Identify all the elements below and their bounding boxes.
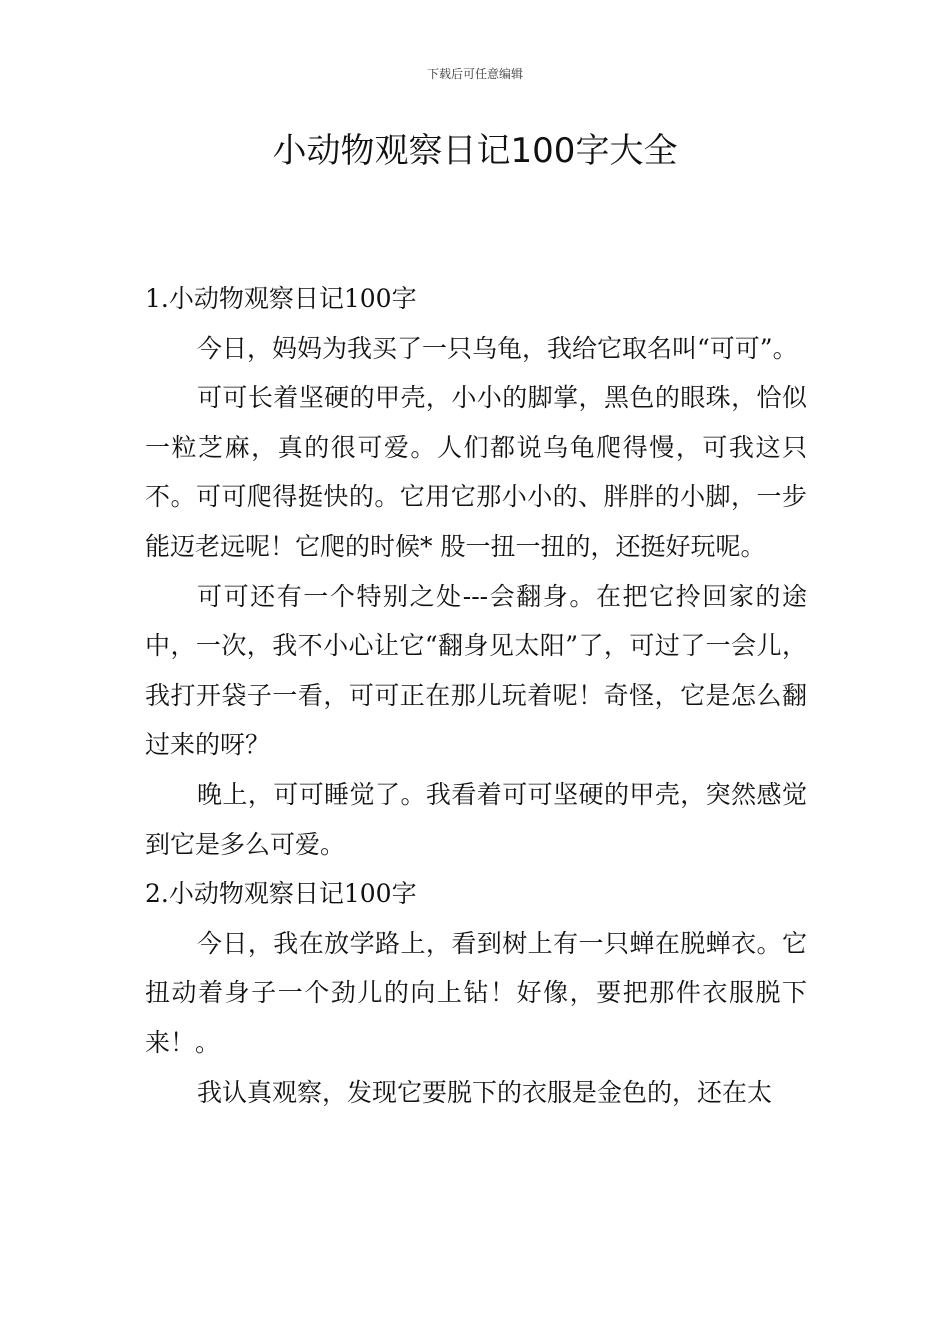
paragraph: 今日，我在放学路上，看到树上有一只蝉在脱蝉衣。它扭动着身子一个劲儿的向上钻！好像，要把那件衣服脱下来！。 [145, 928, 807, 1057]
paragraph: 可可长着坚硬的甲壳，小小的脚掌，黑色的眼珠，恰似一粒芝麻，真的很可爱。人们都说乌龟爬得慢，可我这只不。可可爬得挺快的。它用它那小小的、胖胖的小脚，一步能迈老远呢！它爬的时候* 股一扭一扭的，还挺好玩呢。 [145, 383, 807, 561]
document-body [145, 274, 807, 1117]
document-title: 小动物观察日记100字大全 [272, 131, 678, 171]
paragraph: 可可还有一个特别之处---会翻身。在把它拎回家的途中，一次，我不小心让它“翻身见太阳”了，可过了一会儿，我打开袋子一看，可可正在那儿玩着呢！奇怪，它是怎么翻过来的呀？ [145, 581, 807, 760]
paragraph: 我认真观察，发现它要脱下的衣服是金色的，还在太 [197, 1077, 773, 1107]
section-heading: 2.小动物观察日记100字 [145, 879, 417, 909]
paragraph: 今日，妈妈为我买了一只乌龟，我给它取名叫“可可”。 [197, 333, 798, 363]
header-note: 下载后可任意编辑 [426, 67, 523, 81]
paragraph: 晚上，可可睡觉了。我看着可可坚硬的甲壳，突然感觉到它是多么可爱。 [145, 779, 807, 859]
section-heading: 1.小动物观察日记100字 [145, 284, 417, 313]
